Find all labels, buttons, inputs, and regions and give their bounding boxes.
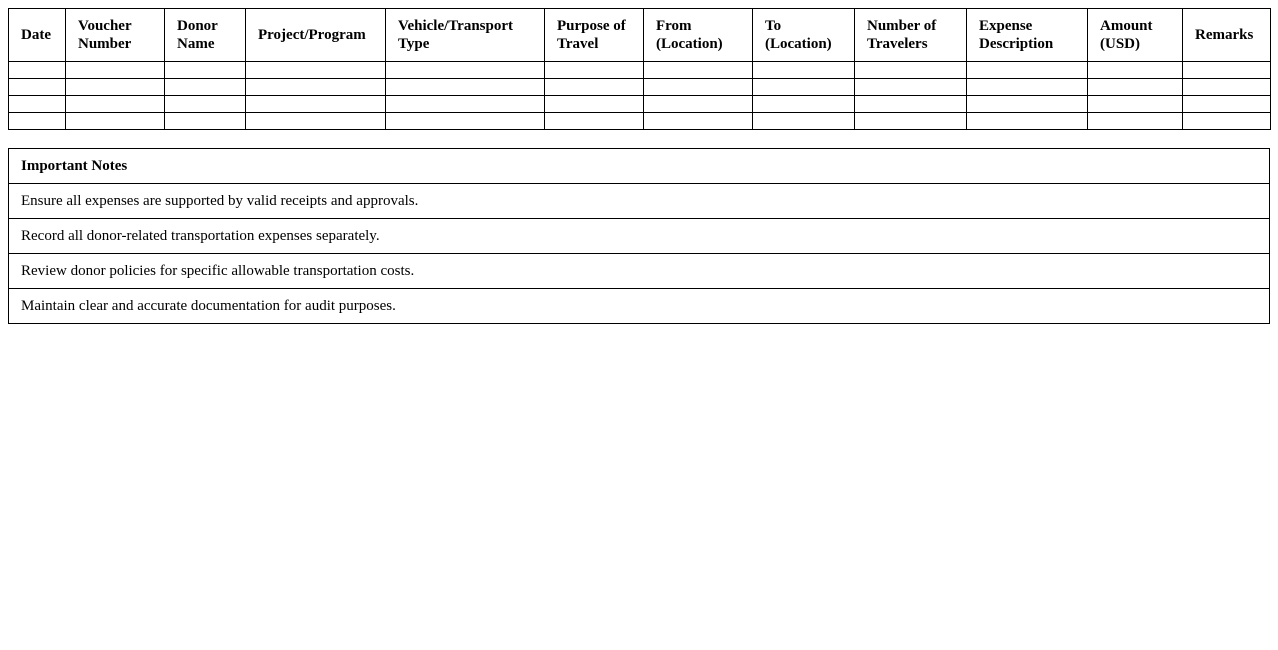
table-cell	[753, 79, 855, 96]
table-cell	[386, 113, 545, 130]
column-header-to-location: To (Location)	[753, 9, 855, 62]
note-item: Maintain clear and accurate documentation for audit purposes.	[9, 289, 1270, 324]
table-cell	[9, 79, 66, 96]
column-header-date: Date	[9, 9, 66, 62]
column-header-from-location: From (Location)	[644, 9, 753, 62]
column-header-project-program: Project/Program	[246, 9, 386, 62]
table-cell	[753, 96, 855, 113]
table-cell	[9, 96, 66, 113]
table-cell	[644, 113, 753, 130]
table-cell	[9, 62, 66, 79]
important-notes-table	[8, 148, 1270, 324]
table-cell	[246, 113, 386, 130]
note-row	[9, 289, 1270, 324]
table-cell	[1183, 79, 1271, 96]
table-cell	[66, 113, 165, 130]
notes-heading-row	[9, 149, 1270, 184]
table-cell	[1088, 79, 1183, 96]
table-cell	[644, 96, 753, 113]
column-header-expense-description: Expense Description	[967, 9, 1088, 62]
table-cell	[9, 113, 66, 130]
notes-heading: Important Notes	[9, 149, 1270, 184]
table-header-row	[9, 9, 1271, 62]
table-cell	[855, 113, 967, 130]
table-cell	[66, 79, 165, 96]
table-cell	[1088, 62, 1183, 79]
table-cell	[165, 62, 246, 79]
table-cell	[66, 62, 165, 79]
table-cell	[753, 62, 855, 79]
note-item: Record all donor-related transportation expenses separately.	[9, 219, 1270, 254]
document-page	[0, 0, 1278, 324]
table-cell	[967, 113, 1088, 130]
table-cell	[545, 96, 644, 113]
table-cell	[545, 62, 644, 79]
note-row	[9, 219, 1270, 254]
column-header-donor-name: Donor Name	[165, 9, 246, 62]
table-cell	[386, 62, 545, 79]
table-cell	[386, 79, 545, 96]
table-cell	[66, 96, 165, 113]
table-cell	[644, 79, 753, 96]
table-cell	[386, 96, 545, 113]
column-header-vehicle-transport-type: Vehicle/Transport Type	[386, 9, 545, 62]
table-cell	[967, 62, 1088, 79]
table-cell	[1088, 113, 1183, 130]
note-item: Review donor policies for specific allowable transportation costs.	[9, 254, 1270, 289]
table-cell	[855, 62, 967, 79]
table-cell	[246, 62, 386, 79]
table-cell	[753, 113, 855, 130]
column-header-number-of-travelers: Number of Travelers	[855, 9, 967, 62]
table-row	[9, 79, 1271, 96]
note-row	[9, 184, 1270, 219]
table-cell	[855, 96, 967, 113]
table-cell	[1088, 96, 1183, 113]
table-row	[9, 113, 1271, 130]
table-row	[9, 96, 1271, 113]
note-row	[9, 254, 1270, 289]
table-cell	[967, 79, 1088, 96]
table-cell	[644, 62, 753, 79]
table-row	[9, 62, 1271, 79]
column-header-amount-usd: Amount (USD)	[1088, 9, 1183, 62]
column-header-purpose-of-travel: Purpose of Travel	[545, 9, 644, 62]
transport-expense-log-table	[8, 8, 1271, 130]
table-cell	[855, 79, 967, 96]
table-cell	[1183, 62, 1271, 79]
column-header-voucher-number: Voucher Number	[66, 9, 165, 62]
table-cell	[1183, 96, 1271, 113]
note-item: Ensure all expenses are supported by valid receipts and approvals.	[9, 184, 1270, 219]
table-cell	[545, 79, 644, 96]
table-cell	[165, 96, 246, 113]
table-cell	[545, 113, 644, 130]
table-cell	[165, 113, 246, 130]
table-cell	[246, 79, 386, 96]
column-header-remarks: Remarks	[1183, 9, 1271, 62]
table-cell	[967, 96, 1088, 113]
table-cell	[165, 79, 246, 96]
table-cell	[1183, 113, 1271, 130]
table-cell	[246, 96, 386, 113]
